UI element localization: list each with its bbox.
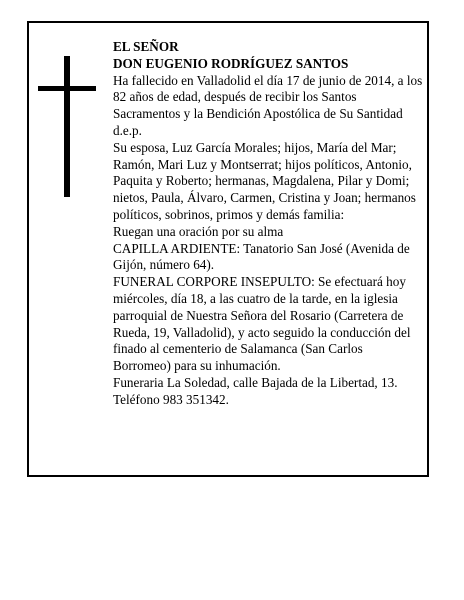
funeral-home-info: Funeraria La Soledad, calle Bajada de la Libertad, 13. Teléfono 983 351342. [113, 374, 398, 407]
chapel-info: CAPILLA ARDIENTE: Tanatorio San José (Avenida de Gijón, número 64). [113, 240, 410, 273]
cross-horizontal-bar [38, 86, 96, 91]
obituary-text [113, 39, 423, 409]
family-list: Su esposa, Luz García Morales; hijos, María del Mar; Ramón, Mari Luz y Montserrat; hijos políticos, Antonio, Paquita y Roberto; hermanas, Magdalena, Pilar y Domi; nietos, Paula, Álvaro, Carmen, Cristina y Joan; hermanos políticos, sobrinos, primos y demás familia: [113, 139, 416, 222]
prayer-request: Ruegan una oración por su alma [113, 223, 284, 239]
obituary-title: EL SEÑOR [113, 39, 179, 54]
cross-vertical-bar [64, 56, 70, 197]
funeral-info: FUNERAL CORPORE INSEPULTO: Se efectuará hoy miércoles, día 18, a las cuatro de la tarde, en la iglesia parroquial de Nuestra Señora del Rosario (Carretera de Rueda, 19, Valladolid), y acto seguido la conducción del finado al cementerio de Salamanca (San Carlos Borromeo) para su inhumación. [113, 274, 411, 374]
deceased-name: DON EUGENIO RODRÍGUEZ SANTOS [113, 55, 349, 71]
death-announcement: Ha fallecido en Valladolid el día 17 de junio de 2014, a los 82 años de edad, después de recibir los Santos Sacramentos y la Bendición Apostólica de Su Santidad d.e.p. [113, 72, 423, 138]
